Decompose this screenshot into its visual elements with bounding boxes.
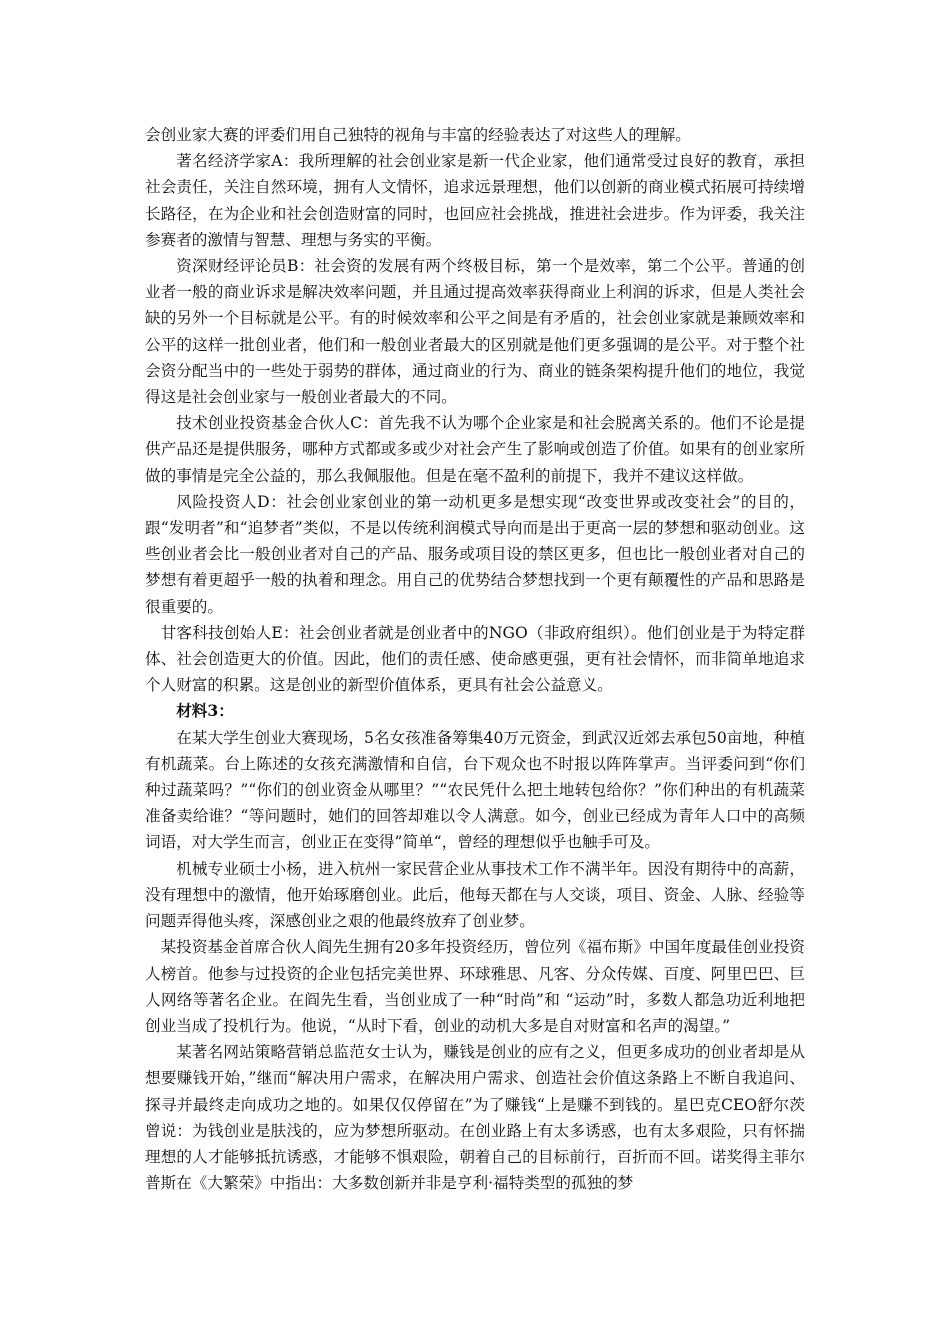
- paragraph-founder-e: 甘客科技创始人E：社会创业者就是创业者中的NGO（非政府组织）。他们创业是于为特定群体、社会创造更大的价值。因此，他们的责任感、使命感更强，更有社会情怀，而非简单地追求个人财富的积累。这是创业的新型价值体系，更具有社会公益意义。: [145, 623, 805, 695]
- paragraph-ms-fan: 某著名网站策略营销总监范女士认为，赚钱是创业的应有之义，但更多成功的创业者却是从想要赚钱开始，”继而“解决用户需求，在解决用户需求、创造社会价值这条路上不断自我追问、探寻并最终走向成功之地的。如果仅仅停留在”为了赚钱“上是赚不到钱的。星巴克CEO舒尔茨曾说：为钱创业是肤浅的，应为梦想所驱动。在创业路上有太多诱惑，也有太多艰险，只有怀揣理想的人才能够抵抗诱惑，才能够不惧艰险，朝着自己的目标前行，百折而不回。诺奖得主菲尔普斯在《大繁荣》中指出：大多数创新并非是亨利·福特类型的孤独的梦: [145, 1043, 805, 1193]
- paragraph-contest-scene: 在某大学生创业大赛现场，5名女孩准备筹集40万元资金，到武汉近郊去承包50亩地，种植有机蔬菜。台上陈述的女孩充满激情和自信，台下观众也不时报以阵阵掌声。当评委问到“你们种过蔬菜吗？”“你们的创业资金从哪里？”“农民凭什么把土地转包给你？”你们种出的有机蔬菜准备卖给谁？“等问题时，她们的回答却难以令人满意。如今，创业已经成为青年人口中的高频词语，对大学生而言，创业正在变得”简单“，曾经的理想似乎也触手可及。: [145, 728, 805, 852]
- paragraph-investor-d: 风险投资人D：社会创业家创业的第一动机更多是想实现“改变世界或改变社会”的目的，跟“发明者”和“追梦者”类似，不是以传统利润模式导向而是出于更高一层的梦想和驱动创业。这些创业者会比一般创业者对自己的产品、服务或项目设的禁区更多，但也比一般创业者对自己的梦想有着更超乎一般的执着和理念。用自己的优势结合梦想找到一个更有颠覆性的产品和思路是很重要的。: [145, 492, 805, 616]
- section-heading-material-3: 材料3：: [176, 701, 234, 721]
- paragraph-mr-yan: 某投资基金首席合伙人阎先生拥有20多年投资经历，曾位列《福布斯》中国年度最佳创业投资人榜首。他参与过投资的企业包括完美世界、环球雅思、凡客、分众传媒、百度、阿里巴巴、巨人网络等著名企业。在阎先生看，当创业成了一种“时尚”和 “运动”时，多数人都急功近利地把创业当成了投机行为。他说，“从时下看，创业的动机大多是自对财富和名声的渴望。”: [145, 938, 805, 1035]
- paragraph-intro-continuation: 会创业家大赛的评委们用自己独特的视角与丰富的经验表达了对这些人的理解。: [145, 126, 691, 144]
- document-page: [145, 122, 805, 1196]
- paragraph-commentator-b: 资深财经评论员B：社会资的发展有两个终极目标，第一个是效率，第二个公平。普通的创业者一般的商业诉求是解决效率问题，并且通过提高效率获得商业上利润的诉求，但是人类社会缺的另外一个目标就是公平。有的时候效率和公平之间是有矛盾的，社会创业家就是兼顾效率和公平的这样一批创业者，他们和一般创业者最大的区别就是他们更多强调的是公平。对于整个社会资分配当中的一些处于弱势的群体，通过商业的行为、商业的链条架构提升他们的地位，我觉得这是社会创业家与一般创业者最大的不同。: [145, 257, 805, 407]
- paragraph-economist-a: 著名经济学家A：我所理解的社会创业家是新一代企业家，他们通常受过良好的教育，承担社会责任，关注自然环境，拥有人文情怀，追求远景理想，他们以创新的商业模式拓展可持续增长路径，在为企业和社会创造财富的同时，也回应社会挑战，推进社会进步。作为评委，我关注参赛者的激情与智慧、理想与务实的平衡。: [145, 152, 805, 249]
- paragraph-xiao-yang: 机械专业硕士小杨，进入杭州一家民营企业从事技术工作不满半年。因没有期待中的高薪，没有理想中的激情，他开始琢磨创业。此后，他每天都在与人交谈，项目、资金、人脉、经验等问题弄得他头疼，深感创业之艰的他最终放弃了创业梦。: [145, 859, 805, 931]
- paragraph-partner-c: 技术创业投资基金合伙人C：首先我不认为哪个企业家是和社会脱离关系的。他们不论是提供产品还是提供服务，哪种方式都或多或少对社会产生了影响或创造了价值。如果有的创业家所做的事情是完全公益的，那么我佩服他。但是在毫不盈利的前提下，我并不建议这样做。: [145, 414, 805, 485]
